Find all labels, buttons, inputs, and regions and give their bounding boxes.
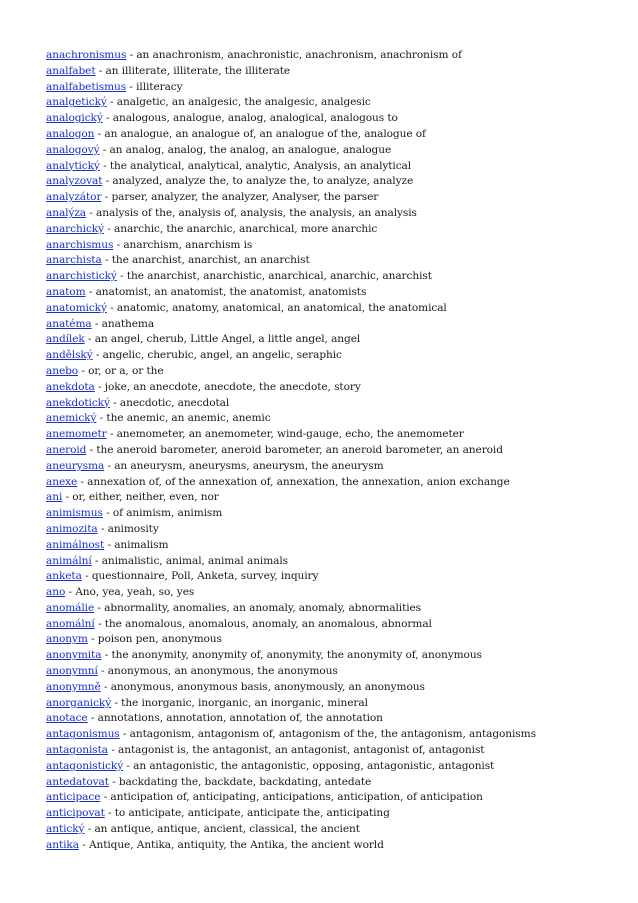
dictionary-entry: [46, 554, 631, 570]
entry-definition: the anarchist, anarchist, an anarchist: [111, 254, 310, 267]
entry-definition: or, either, neither, even, nor: [72, 491, 219, 504]
entry-definition: an antique, antique, ancient, classical, the ancient: [94, 823, 360, 836]
entry-separator: -: [77, 475, 88, 488]
entry-term-link[interactable]: anorganický: [46, 696, 112, 709]
entry-separator: -: [126, 80, 137, 93]
entry-term-link[interactable]: analogový: [46, 143, 100, 156]
entry-term-link[interactable]: andílek: [46, 333, 85, 346]
dictionary-entry: [46, 759, 631, 775]
entry-separator: -: [97, 522, 108, 535]
entry-term-link[interactable]: anarchický: [46, 222, 105, 235]
dictionary-entry: [46, 696, 631, 712]
entry-definition: anarchic, the anarchic, anarchical, more anarchic: [114, 222, 378, 235]
entry-separator: -: [84, 823, 95, 836]
entry-definition: questionnaire, Poll, Anketa, survey, inquiry: [91, 570, 319, 583]
dictionary-entry: [46, 711, 631, 727]
entry-term-link[interactable]: analogický: [46, 112, 103, 125]
dictionary-entry: [46, 411, 631, 427]
dictionary-entry: [46, 301, 631, 317]
entry-term-link[interactable]: anomální: [46, 617, 95, 630]
entry-term-link[interactable]: antagonista: [46, 744, 108, 757]
entry-term-link[interactable]: anonym: [46, 633, 88, 646]
dictionary-entry: [46, 317, 631, 333]
entry-term-link[interactable]: antika: [46, 838, 79, 851]
entry-term-link[interactable]: antagonistický: [46, 759, 124, 772]
dictionary-entry: [46, 743, 631, 759]
entry-term-link[interactable]: anatomický: [46, 301, 107, 314]
entry-term-link[interactable]: analogon: [46, 127, 95, 140]
dictionary-entry: [46, 806, 631, 822]
dictionary-entry: [46, 490, 631, 506]
entry-term-link[interactable]: anotace: [46, 712, 88, 725]
entry-separator: -: [91, 554, 102, 567]
entry-term-link[interactable]: antedatovat: [46, 775, 109, 788]
dictionary-entry: [46, 617, 631, 633]
entry-separator: -: [116, 270, 127, 283]
entry-separator: -: [92, 349, 103, 362]
dictionary-entry: [46, 664, 631, 680]
entry-definition: an analog, analog, the analog, an analogue, analogue: [109, 143, 392, 156]
entry-definition: animalistic, animal, animal animals: [101, 554, 288, 567]
entry-term-link[interactable]: aneurysma: [46, 459, 105, 472]
dictionary-entry: [46, 285, 631, 301]
dictionary-entry: [46, 727, 631, 743]
entry-term-link[interactable]: analfabet: [46, 64, 96, 77]
dictionary-entry: [46, 427, 631, 443]
entry-term-link[interactable]: andělský: [46, 349, 93, 362]
entry-term-link[interactable]: animální: [46, 554, 92, 567]
entry-definition: the analytical, analytical, analytic, Analysis, an analytical: [109, 159, 412, 172]
dictionary-entry: [46, 332, 631, 348]
entry-definition: to anticipate, anticipate, anticipate the, anticipating: [114, 807, 390, 820]
dictionary-entry: [46, 95, 631, 111]
entry-definition: poison pen, anonymous: [97, 633, 222, 646]
entry-definition: animosity: [107, 522, 159, 535]
dictionary-entry: [46, 80, 631, 96]
dictionary-entry: [46, 364, 631, 380]
entry-definition: analysis of the, analysis of, analysis, the analysis, an analysis: [96, 206, 417, 219]
entry-separator: -: [94, 601, 105, 614]
dictionary-entry: [46, 64, 631, 80]
dictionary-entry: [46, 775, 631, 791]
entry-separator: -: [94, 380, 105, 393]
entry-separator: -: [84, 333, 95, 346]
entry-separator: -: [78, 364, 89, 377]
entry-term-link[interactable]: animozita: [46, 522, 98, 535]
entry-definition: analgetic, an analgesic, the analgesic, analgesic: [116, 96, 371, 109]
entry-definition: annexation of, of the annexation of, annexation, the annexation, anion exchange: [87, 475, 510, 488]
dictionary-entry: [46, 159, 631, 175]
entry-definition: joke, an anecdote, anecdote, the anecdote, story: [104, 380, 361, 393]
entry-term-link[interactable]: antický: [46, 823, 85, 836]
dictionary-entry: [46, 506, 631, 522]
entry-separator: -: [106, 96, 117, 109]
entry-separator: -: [94, 127, 105, 140]
dictionary-entry: [46, 790, 631, 806]
entry-definition: the aneroid barometer, aneroid barometer, an aneroid barometer, an aneroid: [96, 443, 503, 456]
entry-separator: -: [91, 317, 102, 330]
entry-term-link[interactable]: anarchistický: [46, 270, 117, 283]
dictionary-entry: [46, 111, 631, 127]
dictionary-entry: [46, 538, 631, 554]
entry-term-link[interactable]: anarchista: [46, 254, 102, 267]
entry-term-link[interactable]: animismus: [46, 507, 103, 520]
dictionary-entry: [46, 585, 631, 601]
entry-separator: -: [101, 649, 112, 662]
dictionary-entry: [46, 127, 631, 143]
entry-definition: anatomic, anatomy, anatomical, an anatomical, the anatomical: [116, 301, 447, 314]
entry-definition: abnormality, anomalies, an anomaly, anomaly, abnormalities: [104, 601, 422, 614]
entry-separator: -: [104, 538, 115, 551]
entry-term-link[interactable]: anonymně: [46, 680, 101, 693]
entry-term-link[interactable]: anachronismus: [46, 49, 127, 61]
entry-separator: -: [78, 838, 89, 851]
entry-definition: anecdotic, anecdotal: [119, 396, 230, 409]
dictionary-entry: [46, 190, 631, 206]
entry-definition: anemometer, an anemometer, wind-gauge, echo, the anemometer: [116, 428, 464, 441]
entry-definition: parser, analyzer, the analyzer, Analyser, the parser: [111, 191, 379, 204]
entry-term-link[interactable]: anemický: [46, 412, 97, 425]
entry-separator: -: [106, 301, 117, 314]
entry-separator: -: [102, 112, 113, 125]
entry-separator: -: [99, 159, 110, 172]
dictionary-entry: [46, 380, 631, 396]
dictionary-entry: [46, 222, 631, 238]
dictionary-entry: [46, 253, 631, 269]
entry-separator: -: [100, 791, 111, 804]
dictionary-entry: [46, 632, 631, 648]
entry-separator: -: [85, 285, 96, 298]
dictionary-entry: [46, 174, 631, 190]
entry-definition: antagonist is, the antagonist, an antagonist, antagonist of, antagonist: [118, 744, 485, 757]
entry-term-link[interactable]: ani: [46, 491, 63, 504]
entry-definition: of animism, animism: [112, 507, 223, 520]
entry-term-link[interactable]: aneroid: [46, 443, 87, 456]
entry-term-link[interactable]: anebo: [46, 364, 79, 377]
entry-term-link[interactable]: analgetický: [46, 96, 107, 109]
entry-term-link[interactable]: anonymita: [46, 649, 102, 662]
dictionary-entry: [46, 206, 631, 222]
entry-separator: -: [102, 507, 113, 520]
dictionary-entry: [46, 348, 631, 364]
entry-separator: -: [109, 396, 120, 409]
entry-definition: anatomist, an anatomist, the anatomist, anatomists: [95, 285, 367, 298]
entry-definition: antagonism, antagonism of, antagonism of the, the antagonism, antagonisms: [129, 728, 536, 741]
dictionary-entry: [46, 396, 631, 412]
entry-separator: -: [102, 175, 113, 188]
dictionary-entry-list: [46, 48, 631, 854]
entry-term-link[interactable]: ano: [46, 586, 66, 599]
entry-separator: -: [100, 680, 111, 693]
entry-definition: angelic, cherubic, angel, an angelic, seraphic: [102, 349, 342, 362]
dictionary-entry: [46, 459, 631, 475]
entry-definition: backdating the, backdate, backdating, antedate: [118, 775, 372, 788]
entry-definition: anarchism, anarchism is: [123, 238, 253, 251]
entry-definition: Antique, Antika, antiquity, the Antika, the ancient world: [88, 838, 384, 851]
entry-separator: -: [97, 665, 108, 678]
entry-term-link[interactable]: anomálie: [46, 601, 95, 614]
entry-term-link[interactable]: anticipovat: [46, 807, 105, 820]
entry-term-link[interactable]: anarchismus: [46, 238, 114, 251]
entry-separator: -: [111, 696, 122, 709]
entry-separator: -: [86, 206, 97, 219]
entry-term-link[interactable]: analfabetismus: [46, 80, 127, 93]
entry-definition: an angel, cherub, Little Angel, a little angel, angel: [94, 333, 361, 346]
entry-term-link[interactable]: anatom: [46, 285, 86, 298]
entry-separator: -: [108, 744, 119, 757]
dictionary-entry: [46, 48, 631, 64]
entry-term-link[interactable]: anemometr: [46, 428, 107, 441]
entry-definition: an illiterate, illiterate, the illiterate: [105, 64, 291, 77]
dictionary-entry: [46, 648, 631, 664]
dictionary-entry: [46, 143, 631, 159]
entry-definition: animalism: [114, 538, 169, 551]
entry-definition: an aneurysm, aneurysms, aneurysm, the aneurysm: [114, 459, 384, 472]
entry-separator: -: [95, 64, 106, 77]
dictionary-entry: [46, 838, 631, 854]
entry-separator: -: [65, 586, 76, 599]
entry-separator: -: [126, 49, 137, 61]
entry-separator: -: [99, 143, 110, 156]
entry-term-link[interactable]: anticipace: [46, 791, 101, 804]
entry-definition: the inorganic, inorganic, an inorganic, mineral: [121, 696, 368, 709]
dictionary-entry: [46, 269, 631, 285]
entry-term-link[interactable]: antagonismus: [46, 728, 120, 741]
entry-definition: Ano, yea, yeah, so, yes: [75, 586, 195, 599]
entry-separator: -: [104, 807, 115, 820]
entry-definition: anonymous, an anonymous, the anonymous: [107, 665, 338, 678]
entry-definition: analogous, analogue, analog, analogical, analogous to: [112, 112, 398, 125]
entry-separator: -: [101, 191, 112, 204]
entry-separator: -: [87, 633, 98, 646]
dictionary-entry: [46, 443, 631, 459]
entry-term-link[interactable]: anexe: [46, 475, 78, 488]
dictionary-entry: [46, 680, 631, 696]
dictionary-entry: [46, 601, 631, 617]
entry-term-link[interactable]: animálnost: [46, 538, 105, 551]
entry-separator: -: [123, 759, 134, 772]
dictionary-entry: [46, 569, 631, 585]
dictionary-entry: [46, 522, 631, 538]
entry-term-link[interactable]: anekdotický: [46, 396, 110, 409]
entry-definition: anonymous, anonymous basis, anonymously, an anonymous: [110, 680, 425, 693]
entry-term-link[interactable]: anonymní: [46, 665, 98, 678]
entry-separator: -: [62, 491, 73, 504]
entry-definition: the anemic, an anemic, anemic: [106, 412, 271, 425]
entry-definition: an antagonistic, the antagonistic, opposing, antagonistic, antagonist: [133, 759, 495, 772]
entry-definition: an analogue, an analogue of, an analogue of the, analogue of: [104, 127, 426, 140]
entry-separator: -: [104, 222, 115, 235]
entry-definition: the anarchist, anarchistic, anarchical, anarchic, anarchist: [126, 270, 432, 283]
entry-definition: anticipation of, anticipating, anticipations, anticipation, of anticipation: [110, 791, 483, 804]
entry-definition: or, or a, or the: [88, 364, 164, 377]
entry-definition: anathema: [101, 317, 155, 330]
entry-separator: -: [96, 412, 107, 425]
entry-separator: -: [87, 712, 98, 725]
entry-definition: analyzed, analyze the, to analyze the, to analyze, analyze: [112, 175, 414, 188]
dictionary-entry: [46, 822, 631, 838]
entry-term-link[interactable]: anekdota: [46, 380, 95, 393]
entry-separator: -: [94, 617, 105, 630]
entry-term-link[interactable]: anketa: [46, 570, 82, 583]
entry-separator: -: [108, 775, 119, 788]
entry-definition: an anachronism, anachronistic, anachronism, anachronism of: [136, 49, 462, 61]
entry-separator: -: [113, 238, 124, 251]
entry-term-link[interactable]: anatéma: [46, 317, 92, 330]
entry-definition: the anonymity, anonymity of, anonymity, the anonymity of, anonymous: [111, 649, 482, 662]
entry-separator: -: [104, 459, 115, 472]
entry-term-link[interactable]: analytický: [46, 159, 100, 172]
dictionary-entry: [46, 475, 631, 491]
entry-term-link[interactable]: analyzovat: [46, 175, 103, 188]
entry-definition: annotations, annotation, annotation of, the annotation: [97, 712, 383, 725]
entry-definition: the anomalous, anomalous, anomaly, an anomalous, abnormal: [104, 617, 432, 630]
entry-separator: -: [101, 254, 112, 267]
dictionary-entry: [46, 238, 631, 254]
entry-separator: -: [81, 570, 92, 583]
entry-definition: illiteracy: [136, 80, 183, 93]
entry-separator: -: [106, 428, 117, 441]
entry-term-link[interactable]: analýza: [46, 206, 87, 219]
entry-separator: -: [119, 728, 130, 741]
entry-separator: -: [86, 443, 97, 456]
entry-term-link[interactable]: analyzátor: [46, 191, 102, 204]
